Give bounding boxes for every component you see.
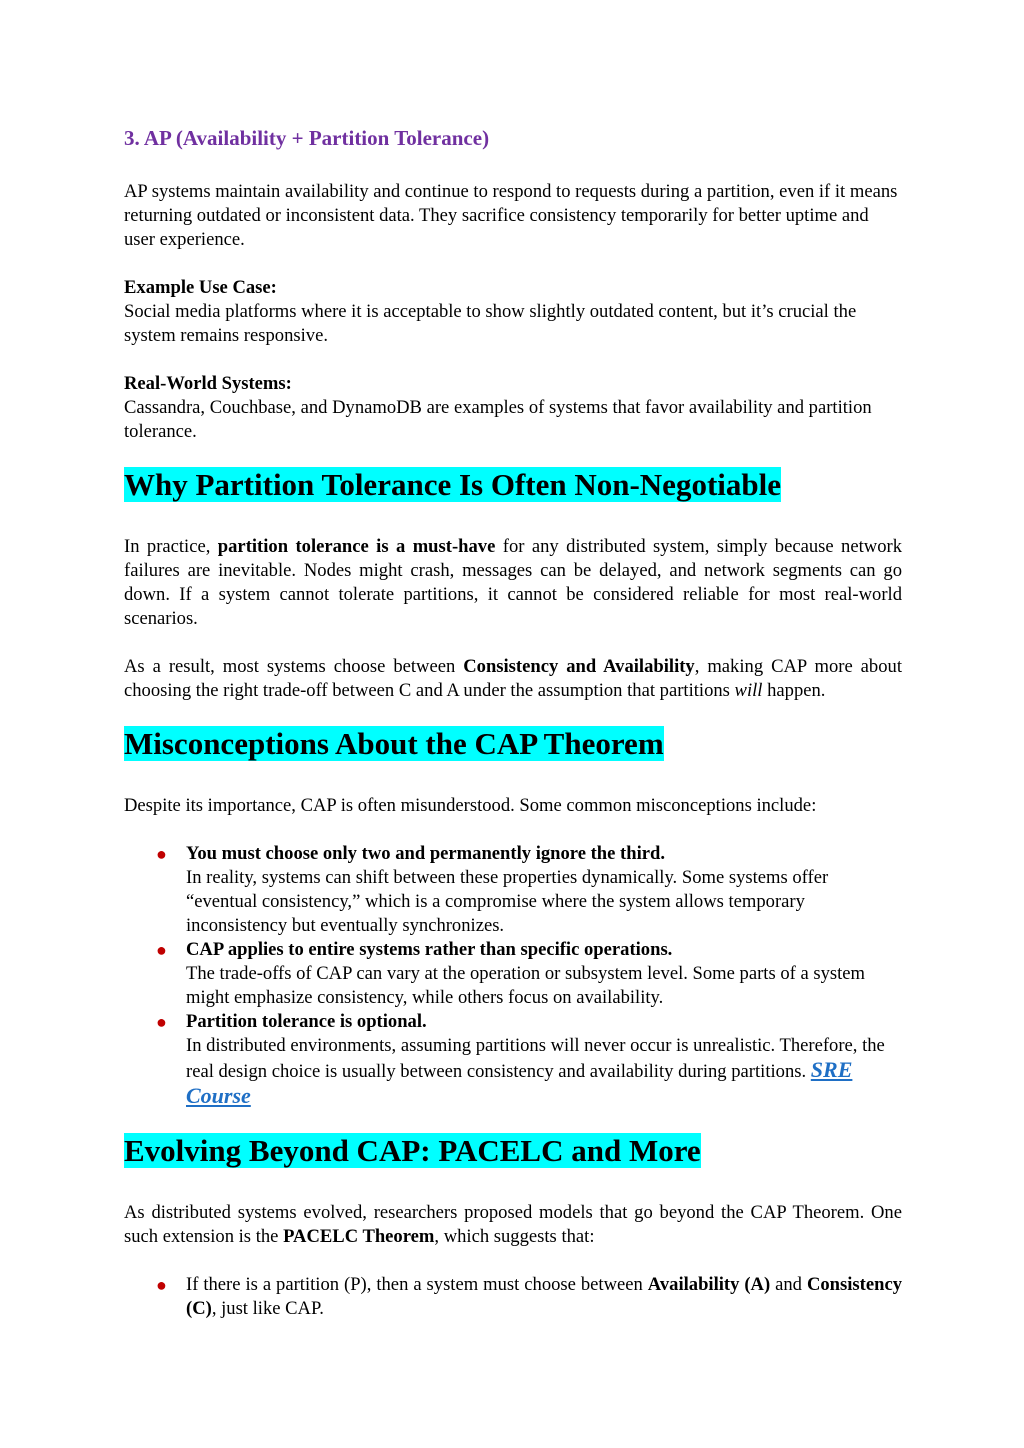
list-item: ● CAP applies to entire systems rather than specific operations. The trade-offs of CAP can vary at the operation or subsystem level. Some parts of a system might emphasize consistency, while others focus on availability. — [156, 939, 866, 1008]
bullet-icon: ● — [156, 844, 167, 864]
pacelc-intro: As distributed systems evolved, researchers proposed models that go beyond the CAP Theorem. One such extension is the PACELC Theorem, which suggests that: — [124, 1202, 902, 1247]
pacelc-list — [124, 1273, 902, 1321]
misconceptions-heading: Misconceptions About the CAP Theorem — [124, 726, 664, 761]
systems-text: Cassandra, Couchbase, and DynamoDB are examples of systems that favor availability and partition tolerance. — [124, 397, 872, 442]
use-case-label: Example Use Case: — [124, 277, 277, 298]
list-item: ● You must choose only two and permanently ignore the third. In reality, systems can shift between these properties dynamically. Some systems offer “eventual consistency,” which is a compromise where the system allows temporary inconsistency but eventually synchronizes. — [156, 843, 829, 936]
sre-course-link[interactable]: SRE Course — [186, 1057, 853, 1108]
use-case-text: Social media platforms where it is acceptable to show slightly outdated content, but it’s crucial the system remains responsive. — [124, 301, 857, 346]
ap-heading: 3. AP (Availability + Partition Tolerance) — [124, 126, 490, 150]
partition-paragraph-2: As a result, most systems choose between Consistency and Availability, making CAP more about choosing the right trade-off between C and A under the assumption that partitions will happen. — [124, 656, 902, 701]
bullet-icon: ● — [156, 1012, 167, 1032]
systems-label: Real-World Systems: — [124, 373, 292, 394]
bullet-icon: ● — [156, 940, 167, 960]
document-page — [124, 124, 902, 1321]
list-item: ● Partition tolerance is optional. In distributed environments, assuming partitions will never occur is unrealistic. Therefore, the real design choice is usually between consistency and availability during partitions. SRE Course — [156, 1011, 885, 1108]
partition-paragraph-1: In practice, partition tolerance is a must-have for any distributed system, simply because network failures are inevitable. Nodes might crash, messages can be delayed, and network segments can go down. If a system cannot tolerate partitions, it cannot be considered reliable for most real-world scenarios. — [124, 536, 902, 629]
list-item: ● If there is a partition (P), then a system must choose between Availability (A) and Consistency (C), just like CAP. — [156, 1274, 902, 1319]
ap-intro: AP systems maintain availability and continue to respond to requests during a partition, even if it means returning outdated or inconsistent data. They sacrifice consistency temporarily for better uptime and user experience. — [124, 181, 898, 250]
pacelc-heading: Evolving Beyond CAP: PACELC and More — [124, 1133, 701, 1168]
partition-heading: Why Partition Tolerance Is Often Non-Negotiable — [124, 467, 781, 502]
misconceptions-list — [124, 842, 902, 1110]
bullet-icon: ● — [156, 1275, 167, 1295]
misconceptions-intro: Despite its importance, CAP is often misunderstood. Some common misconceptions include: — [124, 795, 817, 816]
